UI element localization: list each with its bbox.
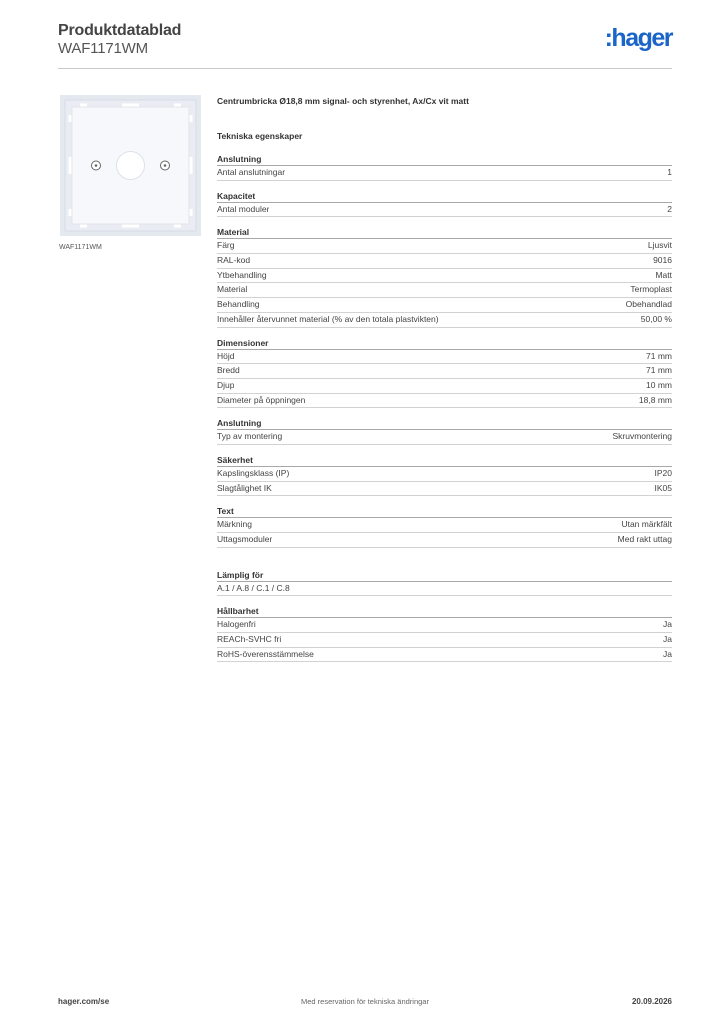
- spec-row: [217, 518, 672, 533]
- spec-label: Djup: [217, 379, 235, 390]
- spec-row: [217, 582, 672, 597]
- spec-value: IK05: [654, 482, 672, 493]
- spec-row: [217, 379, 672, 394]
- hager-logo: :hager: [604, 24, 672, 52]
- spec-label: Märkning: [217, 519, 252, 530]
- spec-group-title: Text: [217, 506, 672, 518]
- product-description: Centrumbricka Ø18,8 mm signal- och styrenhet, Ax/Cx vit matt: [217, 96, 469, 106]
- spec-group: [217, 191, 672, 218]
- spec-label: REACh-SVHC fri: [217, 634, 282, 645]
- spec-row: [217, 203, 672, 218]
- spec-group-title: Anslutning: [217, 418, 672, 430]
- spec-group: [217, 606, 672, 662]
- footer-website: hager.com/se: [58, 997, 110, 1006]
- spec-label: Behandling: [217, 299, 260, 310]
- spec-group: [217, 227, 672, 327]
- header-divider: [58, 68, 672, 69]
- spec-label: Slagtålighet IK: [217, 482, 272, 493]
- spec-value: Termoplast: [630, 284, 672, 295]
- spec-value: Obehandlad: [625, 299, 672, 310]
- spec-row: [217, 648, 672, 663]
- spec-value: IP20: [654, 467, 672, 478]
- spec-value: Ja: [663, 648, 672, 659]
- spec-value: 71 mm: [646, 350, 672, 361]
- spec-value: 10 mm: [646, 379, 672, 390]
- spec-group-title: Anslutning: [217, 154, 672, 166]
- spec-label: Antal anslutningar: [217, 167, 286, 177]
- cover-plate-illustration: [60, 95, 201, 236]
- spec-label: Färg: [217, 240, 235, 251]
- footer-date: 20.09.2026: [631, 997, 672, 1006]
- page-footer: [58, 997, 672, 1011]
- spec-group-title: Lämplig för: [217, 570, 672, 582]
- spec-content: [217, 95, 672, 672]
- spec-value: Matt: [655, 269, 672, 280]
- spec-value: 50,00 %: [640, 313, 672, 324]
- spec-row: [217, 254, 672, 269]
- spec-value: Ja: [663, 634, 672, 645]
- spec-value: Skruvmontering: [612, 431, 672, 442]
- spec-group: [217, 154, 672, 181]
- spec-label: RoHS-överensstämmelse: [217, 648, 314, 659]
- spec-value: 1: [667, 167, 672, 177]
- spec-value: Ljusvit: [647, 240, 672, 251]
- spec-row: [217, 618, 672, 633]
- spec-group-title: Hållbarhet: [217, 606, 672, 618]
- spec-row: [217, 283, 672, 298]
- spec-group-title: Säkerhet: [217, 455, 672, 467]
- product-image: [60, 95, 201, 236]
- spec-row: [217, 394, 672, 409]
- spec-row: [217, 633, 672, 648]
- spec-label: A.1 / A.8 / C.1 / C.8: [217, 582, 290, 593]
- spec-group-title: Kapacitet: [217, 191, 672, 203]
- spec-row: [217, 269, 672, 284]
- spec-row: [217, 350, 672, 365]
- spec-groups: [217, 154, 672, 662]
- spec-value: Ja: [663, 619, 672, 630]
- spec-group-title: Dimensioner: [217, 338, 672, 350]
- spec-label: Ytbehandling: [217, 269, 267, 280]
- spec-row: [217, 298, 672, 313]
- spec-group: [217, 338, 672, 409]
- spec-row: [217, 533, 672, 548]
- spec-value: 9016: [653, 255, 672, 266]
- spec-label: Innehåller återvunnet material (% av den totala plastvikten): [217, 313, 439, 324]
- product-image-caption: WAF1171WM: [59, 244, 102, 251]
- spec-label: Höjd: [217, 350, 235, 361]
- spec-label: RAL-kod: [217, 255, 251, 266]
- spec-value: Utan märkfält: [621, 519, 672, 530]
- spec-label: Diameter på öppningen: [217, 394, 306, 405]
- product-code: WAF1171WM: [58, 40, 148, 57]
- spec-row: [217, 313, 672, 328]
- spec-value: Med rakt uttag: [617, 534, 672, 544]
- spec-group: [217, 455, 672, 496]
- spec-value: 71 mm: [646, 365, 672, 376]
- spec-value: 2: [667, 203, 672, 214]
- spec-group: [217, 506, 672, 547]
- spec-row: [217, 467, 672, 482]
- spec-row: [217, 239, 672, 254]
- spec-group-title: Material: [217, 227, 672, 239]
- footer-note: Med reservation för tekniska ändringar: [301, 997, 429, 1006]
- document-title: Produktdatablad: [58, 22, 182, 39]
- spec-label: Bredd: [217, 365, 240, 376]
- spec-label: Kapslingsklass (IP): [217, 467, 290, 478]
- page-header: [58, 20, 672, 68]
- spec-label: Halogenfri: [217, 619, 256, 630]
- spec-row: [217, 364, 672, 379]
- spec-row: [217, 482, 672, 497]
- spec-value: 18,8 mm: [638, 394, 672, 405]
- spec-label: Typ av montering: [217, 431, 283, 442]
- spec-label: Uttagsmoduler: [217, 534, 273, 544]
- spec-row: [217, 430, 672, 445]
- spec-label: Material: [217, 284, 248, 295]
- spec-row: [217, 166, 672, 181]
- spec-group: [217, 418, 672, 445]
- technical-properties-heading: Tekniska egenskaper: [217, 131, 303, 141]
- spec-group: [217, 570, 672, 597]
- spec-label: Antal moduler: [217, 203, 270, 214]
